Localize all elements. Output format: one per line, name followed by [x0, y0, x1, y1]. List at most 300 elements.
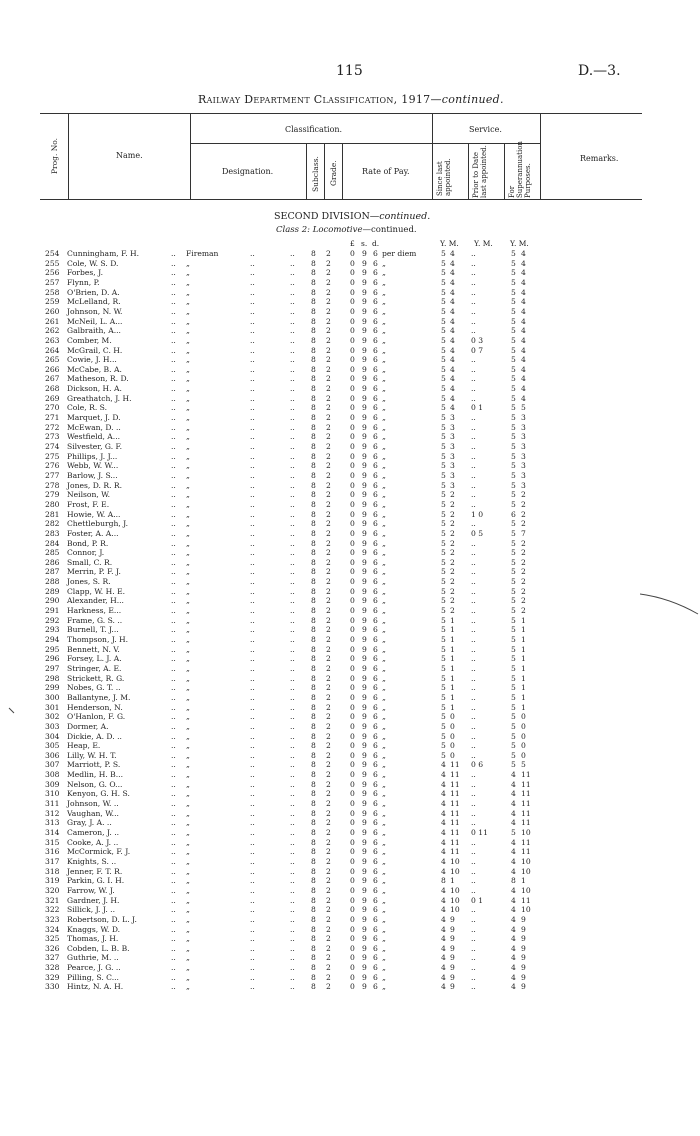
- designation: „: [186, 635, 190, 644]
- designation: „: [186, 963, 190, 973]
- prior-service: ..: [471, 625, 476, 635]
- pay-pounds: 0: [350, 721, 355, 731]
- pay-shillings: 9: [362, 490, 367, 500]
- leader-dots: ..: [290, 577, 295, 587]
- leader-dots: ..: [250, 287, 255, 297]
- leader-dots: ..: [171, 538, 176, 548]
- leader-dots: ..: [290, 963, 295, 973]
- super-years: 5: [511, 673, 516, 683]
- table-row: [0, 876, 700, 885]
- table-row: [0, 789, 700, 798]
- subclass: 8: [311, 528, 316, 538]
- table-row: [0, 770, 700, 779]
- super-months: 1: [521, 683, 526, 693]
- leader-dots: ..: [171, 567, 176, 577]
- subclass: 8: [311, 760, 316, 770]
- pay-shillings: 9: [362, 461, 367, 471]
- leader-dots: ..: [290, 760, 295, 770]
- super-months: 10: [521, 856, 531, 866]
- pay-pounds: 0: [350, 760, 355, 770]
- since-months: 2: [450, 567, 455, 577]
- prior-service: ..: [471, 885, 476, 895]
- super-months: 10: [521, 828, 531, 837]
- leader-dots: ..: [250, 480, 255, 490]
- row-number: 314: [45, 828, 60, 837]
- pay-pence: 6: [373, 876, 378, 886]
- super-months: 9: [521, 943, 526, 953]
- pay-pence: 6: [373, 818, 378, 828]
- pay-shillings: 9: [362, 384, 367, 394]
- designation: „: [186, 393, 190, 403]
- super-months: 5: [521, 760, 526, 770]
- employee-name: Small, C. R.: [67, 557, 113, 567]
- leader-dots: ..: [250, 326, 255, 336]
- header-bottom-rule: [40, 199, 642, 200]
- employee-name: Knaggs, W. D.: [67, 924, 121, 934]
- super-years: 5: [511, 828, 516, 837]
- pay-period: „: [382, 442, 386, 451]
- super-months: 4: [521, 297, 526, 307]
- pay-pounds: 0: [350, 741, 355, 751]
- prior-service: ..: [471, 914, 476, 924]
- leader-dots: ..: [290, 538, 295, 548]
- pay-pounds: 0: [350, 895, 355, 905]
- super-years: 4: [511, 972, 516, 982]
- subclass: 8: [311, 770, 316, 780]
- since-years: 5: [441, 316, 446, 326]
- leader-dots: ..: [171, 297, 176, 307]
- leader-dots: ..: [290, 470, 295, 480]
- leader-dots: ..: [290, 277, 295, 287]
- super-years: 5: [511, 644, 516, 654]
- pay-pence: 6: [373, 258, 378, 268]
- since-years: 4: [441, 972, 446, 982]
- subclass: 8: [311, 663, 316, 673]
- since-months: 4: [450, 258, 455, 268]
- pay-pounds: 0: [350, 335, 355, 345]
- pay-period: „: [382, 808, 386, 818]
- designation: „: [186, 345, 190, 355]
- employee-name: Ballantyne, J. M.: [67, 692, 131, 702]
- leader-dots: ..: [171, 403, 176, 413]
- leader-dots: ..: [250, 625, 255, 635]
- pay-pounds: 0: [350, 625, 355, 635]
- pay-shillings: 9: [362, 567, 367, 577]
- prior-service: ..: [471, 644, 476, 654]
- leader-dots: ..: [290, 673, 295, 683]
- header-divider: [306, 143, 307, 200]
- subclass: 8: [311, 779, 316, 789]
- super-years: 5: [511, 625, 516, 635]
- pay-period: „: [382, 461, 386, 471]
- pay-pence: 6: [373, 413, 378, 423]
- prior-service: ..: [471, 480, 476, 490]
- super-years: 5: [511, 316, 516, 326]
- super-years: 5: [511, 432, 516, 442]
- leader-dots: ..: [250, 538, 255, 548]
- leader-dots: ..: [171, 287, 176, 297]
- employee-name: McNeil, L. A...: [67, 316, 123, 326]
- super-months: 3: [521, 422, 526, 432]
- subclass: 8: [311, 953, 316, 963]
- since-months: 4: [450, 403, 455, 413]
- leader-dots: ..: [290, 663, 295, 673]
- table-row: [0, 278, 700, 287]
- prior-service: ..: [471, 982, 476, 992]
- super-years: 5: [511, 538, 516, 548]
- leader-dots: ..: [290, 770, 295, 780]
- leader-dots: ..: [250, 837, 255, 847]
- super-months: 11: [521, 847, 531, 857]
- employee-name: Cole, R. S.: [67, 403, 108, 413]
- subclass: 8: [311, 799, 316, 809]
- employee-name: Nelson, G. O...: [67, 779, 123, 789]
- leader-dots: ..: [250, 461, 255, 471]
- pay-pounds: 0: [350, 364, 355, 374]
- units-row: [0, 239, 700, 248]
- pay-shillings: 9: [362, 393, 367, 403]
- pay-pence: 6: [373, 789, 378, 799]
- grade: 2: [326, 335, 331, 345]
- prior-service: ..: [471, 297, 476, 307]
- pay-shillings: 9: [362, 509, 367, 519]
- super-months: 3: [521, 432, 526, 442]
- employee-name: Henderson, N.: [67, 702, 123, 712]
- leader-dots: ..: [171, 731, 176, 741]
- row-number: 262: [45, 326, 60, 336]
- pay-pounds: 0: [350, 615, 355, 625]
- leader-dots: ..: [250, 355, 255, 365]
- page-number: 115: [336, 63, 363, 79]
- prior-service: ..: [471, 422, 476, 432]
- subclass: 8: [311, 403, 316, 413]
- designation: „: [186, 905, 190, 915]
- since-months: 11: [450, 837, 460, 847]
- super-years: 5: [511, 413, 516, 423]
- super-years: 4: [511, 963, 516, 973]
- super-months: 1: [521, 663, 526, 673]
- pay-pounds: 0: [350, 268, 355, 278]
- leader-dots: ..: [171, 828, 176, 837]
- pay-pence: 6: [373, 586, 378, 596]
- subclass: 8: [311, 432, 316, 442]
- super-years: 4: [511, 982, 516, 992]
- pay-period: „: [382, 422, 386, 432]
- prior-service: 0 7: [471, 345, 484, 355]
- pay-pence: 6: [373, 770, 378, 780]
- row-number: 320: [45, 885, 60, 895]
- super-months: 11: [521, 770, 531, 780]
- employee-name: Pearce, J. G. ..: [67, 963, 121, 973]
- table-row: [0, 394, 700, 403]
- super-years: 5: [511, 499, 516, 509]
- employee-name: Stringer, A. E.: [67, 663, 122, 673]
- employee-name: McEwan, D. ..: [67, 422, 121, 432]
- leader-dots: ..: [171, 625, 176, 635]
- designation: „: [186, 509, 190, 519]
- leader-dots: ..: [171, 268, 176, 278]
- leader-dots: ..: [250, 866, 255, 876]
- pay-pence: 6: [373, 335, 378, 345]
- leader-dots: ..: [290, 799, 295, 809]
- super-years: 4: [511, 934, 516, 944]
- table-row: [0, 529, 700, 538]
- leader-dots: ..: [171, 528, 176, 538]
- super-years: 4: [511, 818, 516, 828]
- row-number: 294: [45, 635, 60, 644]
- grade: 2: [326, 422, 331, 432]
- pay-pence: 6: [373, 885, 378, 895]
- leader-dots: ..: [171, 702, 176, 712]
- since-months: 3: [450, 480, 455, 490]
- employee-name: Marriott, P. S.: [67, 760, 121, 770]
- row-number: 288: [45, 577, 60, 587]
- pay-shillings: 9: [362, 528, 367, 538]
- employee-name: Kenyon, G. H. S.: [67, 789, 130, 799]
- since-months: 9: [450, 934, 455, 944]
- employee-name: Strickett, R. G.: [67, 673, 125, 683]
- designation: „: [186, 442, 190, 451]
- row-number: 286: [45, 557, 60, 567]
- header-divider: [68, 113, 69, 200]
- since-months: 1: [450, 692, 455, 702]
- row-number: 310: [45, 789, 60, 799]
- leader-dots: ..: [290, 654, 295, 664]
- leader-dots: ..: [171, 335, 176, 345]
- pay-pounds: 0: [350, 442, 355, 451]
- super-months: 11: [521, 789, 531, 799]
- pay-shillings: 9: [362, 866, 367, 876]
- row-number: 328: [45, 963, 60, 973]
- designation: „: [186, 837, 190, 847]
- designation: „: [186, 702, 190, 712]
- since-months: 0: [450, 721, 455, 731]
- leader-dots: ..: [250, 972, 255, 982]
- row-number: 326: [45, 943, 60, 953]
- grade: 2: [326, 663, 331, 673]
- row-number: 287: [45, 567, 60, 577]
- header-rate-of-pay: Rate of Pay.: [362, 167, 410, 176]
- super-months: 4: [521, 268, 526, 278]
- pay-period: „: [382, 374, 386, 384]
- prior-service: ..: [471, 770, 476, 780]
- leader-dots: ..: [250, 635, 255, 644]
- leader-dots: ..: [171, 683, 176, 693]
- designation: „: [186, 770, 190, 780]
- leader-dots: ..: [290, 432, 295, 442]
- employee-name: Barlow, J. S...: [67, 470, 118, 480]
- employee-name: Burnell, T. J...: [67, 625, 119, 635]
- designation: „: [186, 789, 190, 799]
- prior-service: ..: [471, 287, 476, 297]
- leader-dots: ..: [250, 384, 255, 394]
- pay-shillings: 9: [362, 625, 367, 635]
- pay-shillings: 9: [362, 924, 367, 934]
- since-years: 4: [441, 770, 446, 780]
- super-years: 5: [511, 741, 516, 751]
- prior-service: ..: [471, 490, 476, 500]
- header-divider: [504, 143, 505, 200]
- super-months: 4: [521, 355, 526, 365]
- super-months: 2: [521, 519, 526, 529]
- prior-service: ..: [471, 413, 476, 423]
- grade: 2: [326, 413, 331, 423]
- prior-service: ..: [471, 451, 476, 461]
- row-number: 322: [45, 905, 60, 915]
- subclass: 8: [311, 413, 316, 423]
- table-row: [0, 683, 700, 692]
- since-years: 4: [441, 779, 446, 789]
- super-months: 4: [521, 277, 526, 287]
- super-months: 3: [521, 480, 526, 490]
- employee-name: Chettleburgh, J.: [67, 519, 129, 529]
- prior-service: 0 6: [471, 760, 484, 770]
- pay-shillings: 9: [362, 963, 367, 973]
- since-months: 3: [450, 442, 455, 451]
- pay-pence: 6: [373, 326, 378, 336]
- since-years: 5: [441, 287, 446, 297]
- leader-dots: ..: [171, 808, 176, 818]
- leader-dots: ..: [171, 779, 176, 789]
- prior-service: ..: [471, 692, 476, 702]
- header-remarks: Remarks.: [580, 154, 619, 163]
- super-years: 5: [511, 548, 516, 558]
- subclass: 8: [311, 924, 316, 934]
- leader-dots: ..: [290, 490, 295, 500]
- employee-name: Westfield, A...: [67, 432, 121, 442]
- leader-dots: ..: [250, 577, 255, 587]
- table-row: [0, 751, 700, 760]
- leader-dots: ..: [250, 615, 255, 625]
- prior-service: ..: [471, 818, 476, 828]
- since-years: 5: [441, 374, 446, 384]
- pay-period: „: [382, 712, 386, 722]
- leader-dots: ..: [290, 615, 295, 625]
- leader-dots: ..: [290, 847, 295, 857]
- since-months: 3: [450, 461, 455, 471]
- pay-period: „: [382, 586, 386, 596]
- designation: „: [186, 268, 190, 278]
- pay-pence: 6: [373, 548, 378, 558]
- since-years: 4: [441, 760, 446, 770]
- pay-shillings: 9: [362, 374, 367, 384]
- pay-period: „: [382, 316, 386, 326]
- grade: 2: [326, 596, 331, 606]
- since-months: 9: [450, 943, 455, 953]
- row-number: 261: [45, 316, 60, 326]
- super-months: 10: [521, 885, 531, 895]
- subclass: 8: [311, 866, 316, 876]
- pay-pence: 6: [373, 731, 378, 741]
- since-years: 5: [441, 712, 446, 722]
- pay-period: „: [382, 577, 386, 587]
- prior-service: ..: [471, 837, 476, 847]
- pay-pence: 6: [373, 799, 378, 809]
- designation: „: [186, 692, 190, 702]
- super-months: 2: [521, 567, 526, 577]
- pay-pence: 6: [373, 268, 378, 278]
- leader-dots: ..: [171, 470, 176, 480]
- leader-dots: ..: [171, 837, 176, 847]
- leader-dots: ..: [290, 355, 295, 365]
- header-designation: Designation.: [222, 167, 274, 176]
- super-months: 5: [521, 403, 526, 413]
- designation: „: [186, 374, 190, 384]
- table-row: [0, 577, 700, 586]
- super-months: 1: [521, 692, 526, 702]
- leader-dots: ..: [171, 953, 176, 963]
- employee-name: Forbes, J.: [67, 268, 104, 278]
- pay-pounds: 0: [350, 885, 355, 895]
- margin-pen-stroke: [640, 592, 700, 616]
- subclass: 8: [311, 277, 316, 287]
- subclass: 8: [311, 635, 316, 644]
- subclass: 8: [311, 625, 316, 635]
- designation: „: [186, 943, 190, 953]
- pay-shillings: 9: [362, 692, 367, 702]
- leader-dots: ..: [290, 249, 295, 258]
- leader-dots: ..: [171, 799, 176, 809]
- leader-dots: ..: [250, 654, 255, 664]
- pay-shillings: 9: [362, 914, 367, 924]
- grade: 2: [326, 461, 331, 471]
- since-months: 10: [450, 866, 460, 876]
- since-years: 4: [441, 837, 446, 847]
- super-years: 4: [511, 895, 516, 905]
- since-months: 4: [450, 355, 455, 365]
- pay-shillings: 9: [362, 586, 367, 596]
- pay-period: „: [382, 287, 386, 297]
- super-months: 9: [521, 914, 526, 924]
- leader-dots: ..: [290, 519, 295, 529]
- employee-name: Bond, P. R.: [67, 538, 109, 548]
- leader-dots: ..: [290, 924, 295, 934]
- employee-name: Lilly, W. H. T.: [67, 750, 117, 760]
- pay-pence: 6: [373, 470, 378, 480]
- subclass: 8: [311, 712, 316, 722]
- since-months: 2: [450, 528, 455, 538]
- table-row: [0, 867, 700, 876]
- pay-pounds: 0: [350, 712, 355, 722]
- pay-pounds: 0: [350, 567, 355, 577]
- leader-dots: ..: [250, 413, 255, 423]
- subclass: 8: [311, 654, 316, 664]
- row-number: 330: [45, 982, 60, 992]
- pay-shillings: 9: [362, 364, 367, 374]
- grade: 2: [326, 683, 331, 693]
- table-row: [0, 384, 700, 393]
- grade: 2: [326, 287, 331, 297]
- subclass: 8: [311, 480, 316, 490]
- employee-name: Neilson, W.: [67, 490, 111, 500]
- employee-name: Vaughan, W...: [67, 808, 119, 818]
- employee-name: Matheson, R. D.: [67, 374, 129, 384]
- since-years: 5: [441, 615, 446, 625]
- table-row: [0, 645, 700, 654]
- row-number: 321: [45, 895, 60, 905]
- subclass: 8: [311, 876, 316, 886]
- pay-pounds: 0: [350, 953, 355, 963]
- table-row: [0, 259, 700, 268]
- super-years: 5: [511, 712, 516, 722]
- leader-dots: ..: [250, 963, 255, 973]
- grade: 2: [326, 818, 331, 828]
- table-row: [0, 741, 700, 750]
- employee-name: Clapp, W. H. E.: [67, 586, 126, 596]
- leader-dots: ..: [290, 306, 295, 316]
- leader-dots: ..: [290, 451, 295, 461]
- leader-dots: ..: [290, 461, 295, 471]
